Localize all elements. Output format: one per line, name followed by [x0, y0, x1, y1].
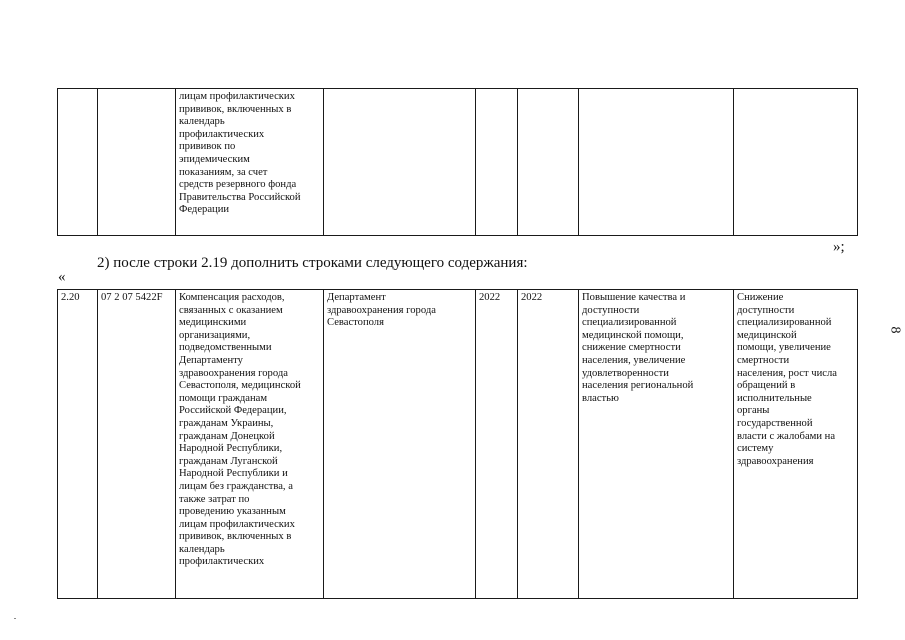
cell-end-year: 2022 [518, 290, 579, 599]
cell-executor [324, 89, 476, 236]
cell-executor: Департамент здравоохранения города Севастополя [324, 290, 476, 599]
cell-number: 2.20 [58, 290, 98, 599]
cell-start-year [476, 89, 518, 236]
closing-quote: »; [833, 239, 845, 255]
table-row [58, 290, 858, 599]
cell-consequences [734, 89, 858, 236]
page-number: 8 [887, 326, 903, 334]
cell-consequences: Снижение доступности специализированной медицинской помощи, увеличение смертности населения, рост числа обращений в исполнительные органы государственной власти с жалобами на систему здравоохранения [734, 290, 858, 599]
continued-table [57, 88, 858, 236]
cell-result: Повышение качества и доступности специализированной медицинской помощи, снижение смертности населения, увеличение удовлетворенности населения региональной властью [579, 290, 734, 599]
scan-speck [14, 618, 16, 619]
cell-description: лицам профилактических прививок, включенных в календарь профилактических прививок по эпидемическим показаниям, за счет средств резервного фонда Правительства Российской Федерации [176, 89, 324, 236]
opening-quote: « [58, 269, 66, 285]
cell-code: 07 2 07 5422F [98, 290, 176, 599]
table-row [58, 89, 858, 236]
amendment-paragraph: 2) после строки 2.19 дополнить строками следующего содержания: [97, 255, 528, 271]
new-rows-table [57, 289, 858, 599]
cell-result [579, 89, 734, 236]
cell-description: Компенсация расходов, связанных с оказанием медицинскими организациями, подведомственными Департаменту здравоохранения города Севастополя, медицинской помощи гражданам Российской Федерации, гражданам Украины, гражданам Донецкой Народной Республики, гражданам Луганской Народной Республики и лицам без гражданства, а также затрат по проведению указанным лицам профилактических прививок, включенных в календарь профилактических [176, 290, 324, 599]
cell-code [98, 89, 176, 236]
cell-end-year [518, 89, 579, 236]
cell-number [58, 89, 98, 236]
cell-start-year: 2022 [476, 290, 518, 599]
